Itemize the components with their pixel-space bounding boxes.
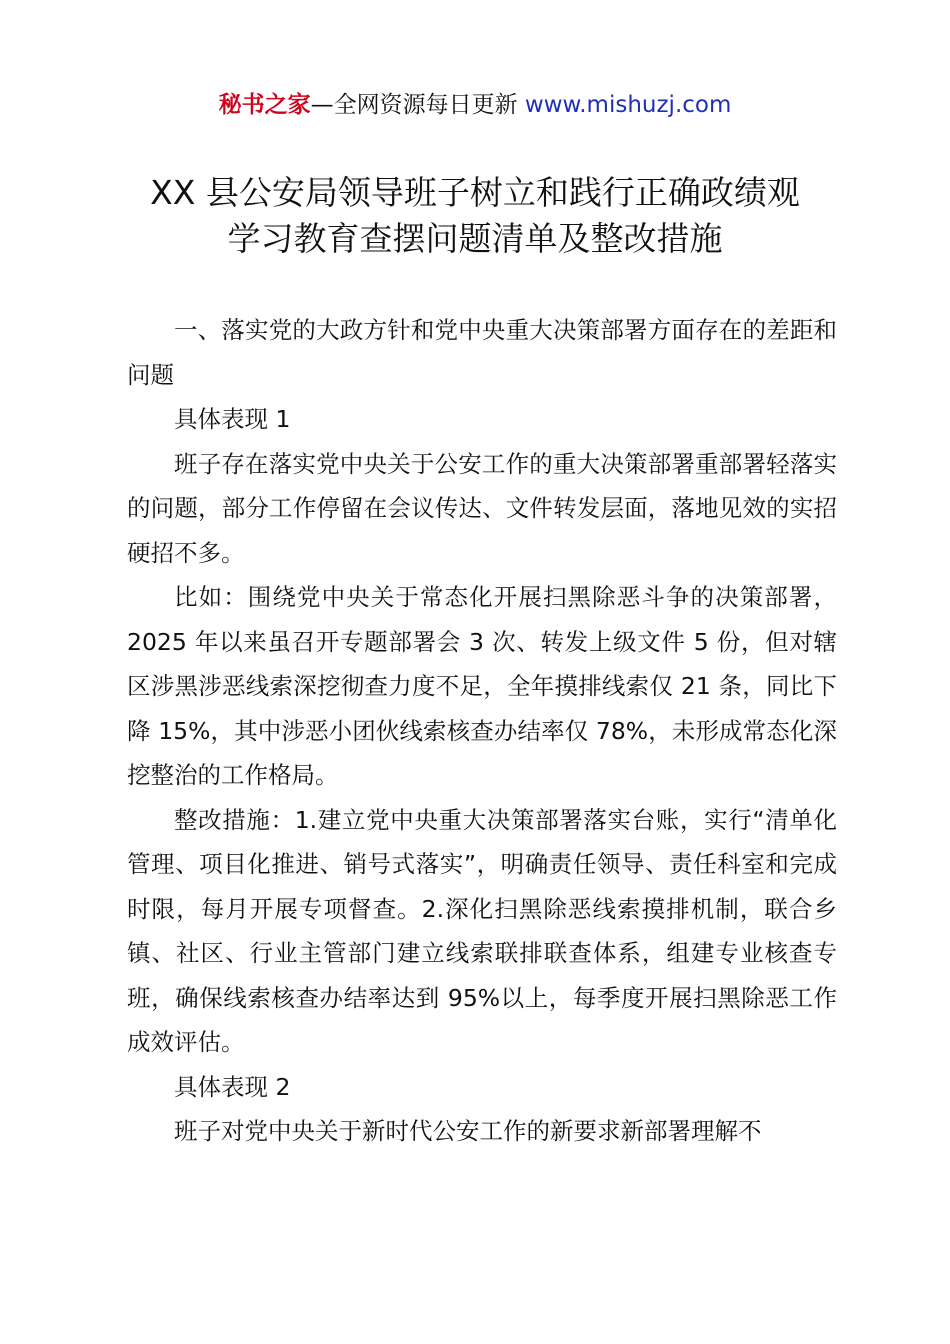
title-line-2: 学习教育查摆问题清单及整改措施 [227, 219, 723, 258]
section-heading: 一、落实党的大政方针和党中央重大决策部署方面存在的差距和问题 [127, 316, 837, 389]
issue-description-2: 班子对党中央关于新时代公安工作的新要求新部署理解不 [174, 1117, 762, 1145]
header-tagline: —全网资源每日更新 [310, 92, 525, 118]
rectification-measures-1: 整改措施：1.建立党中央重大决策部署落实台账，实行“清单化管理、项目化推进、销号式落实”，明确责任领导、责任科室和完成时限，每月开展专项督查。2.深化扫黑除恶线索摸排机制，联合乡镇、社区、行业主管部门建立线索联排联查体系，组建专业核查专班，确保线索核查办结率达到 95%以上，每季度开展扫黑除恶工作成效评估。 [127, 805, 837, 1056]
site-url-link[interactable]: www.mishuzj.com [524, 92, 732, 118]
title-line-1: XX 县公安局领导班子树立和践行正确政绩观 [150, 173, 800, 212]
issue-description-1: 班子存在落实党中央关于公安工作的重大决策部署重部署轻落实的问题，部分工作停留在会议传达、文件转发层面，落地见效的实招硬招不多。 [127, 449, 837, 567]
issue-label-1: 具体表现 1 [174, 405, 291, 433]
site-header [0, 88, 950, 122]
brand-name: 秘书之家 [218, 92, 311, 118]
issue-example-1: 比如：围绕党中央关于常态化开展扫黑除恶斗争的决策部署，2025 年以来虽召开专题部署会 3 次、转发上级文件 5 份，但对辖区涉黑涉恶线索深挖彻查力度不足，全年摸排线索仅 21 条，同比下降 15%，其中涉恶小团伙线索核查办结率仅 78%，未形成常态化深挖整治的工作格局。 [127, 583, 837, 789]
issue-label-2: 具体表现 2 [174, 1072, 291, 1101]
document-title [0, 170, 950, 262]
document-body [127, 308, 837, 1154]
